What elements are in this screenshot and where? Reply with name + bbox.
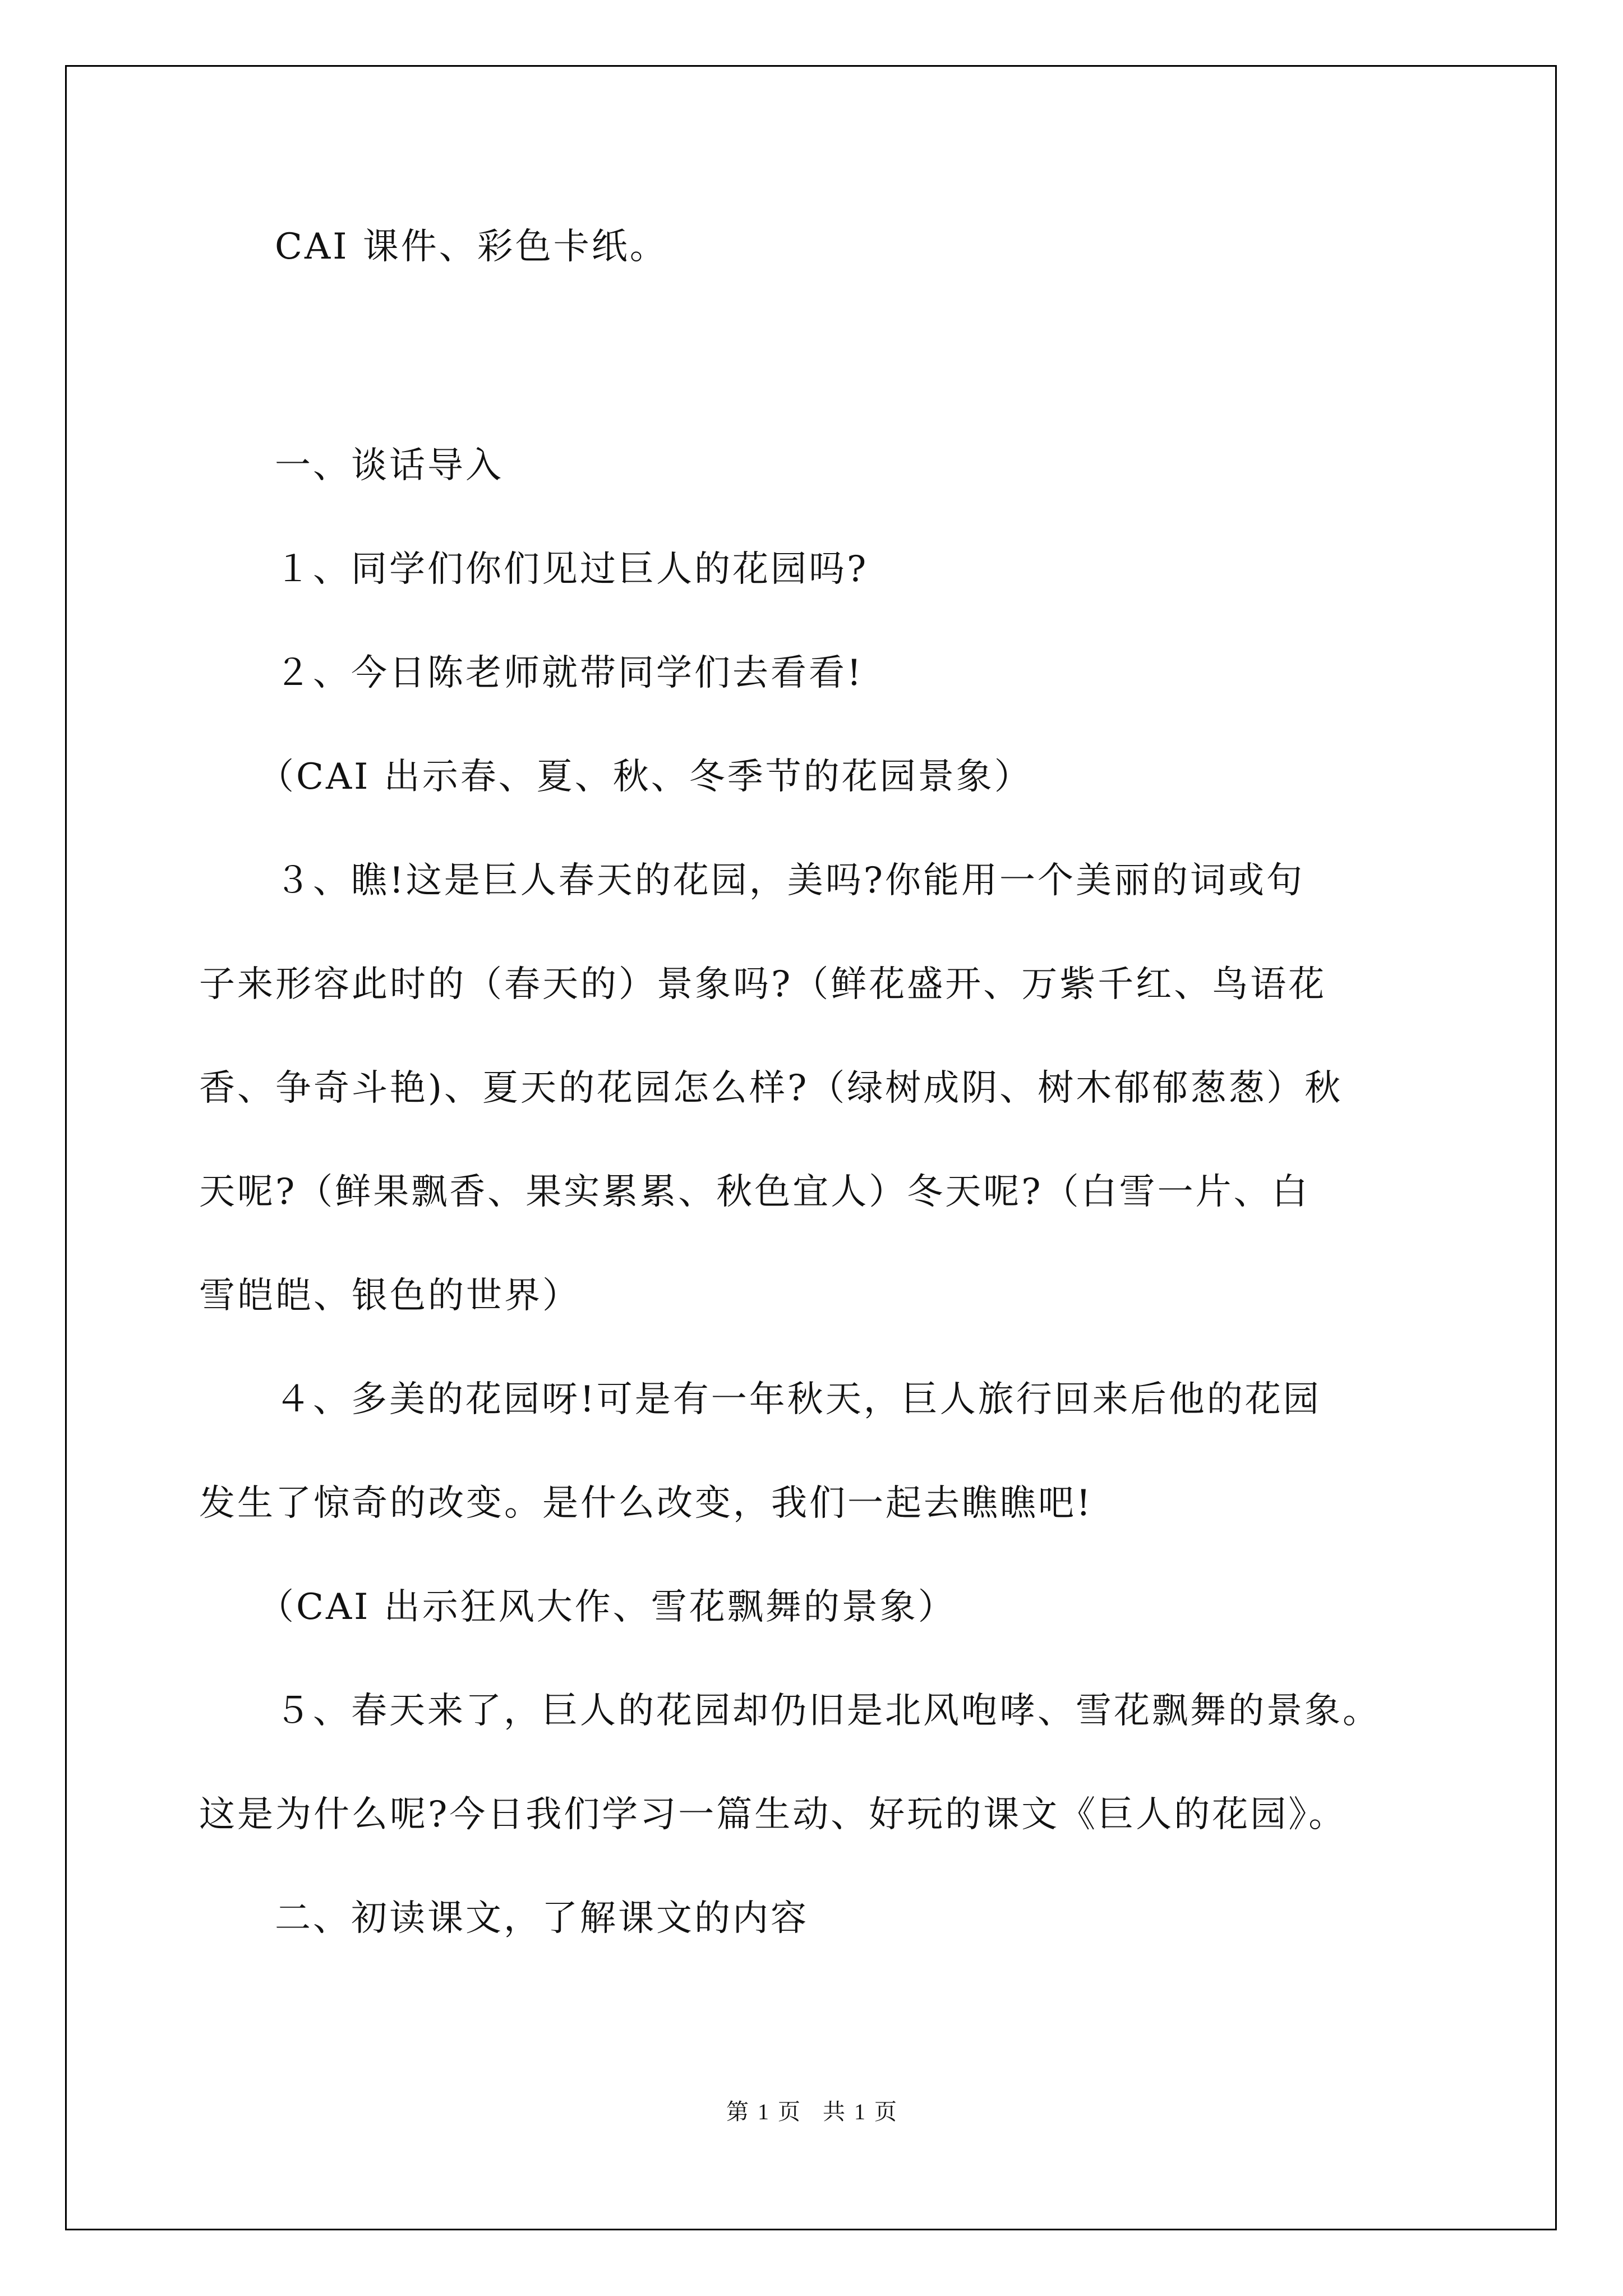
section-heading-2: 二、初读课文，了解课文的内容 bbox=[275, 1898, 809, 1939]
item-5-line-1: ５、春天来了，巨人的花园却仍旧是北风咆哮、雪花飘舞的景象。 bbox=[275, 1690, 1381, 1732]
item-3-line-5: 雪皑皑、银色的世界） bbox=[199, 1275, 580, 1317]
materials-line: CAI 课件、彩色卡纸。 bbox=[275, 226, 668, 268]
item-3-line-2: 子来形容此时的（春天的）景象吗?（鲜花盛开、万紫千红、鸟语花 bbox=[199, 964, 1327, 1005]
item-1: １、同学们你们见过巨人的花园吗? bbox=[275, 549, 869, 590]
cai-note-2: （CAI 出示狂风大作、雪花飘舞的景象） bbox=[258, 1586, 956, 1628]
section-heading-1: 一、谈话导入 bbox=[275, 445, 504, 486]
page-footer: 第 1 页 共 1 页 bbox=[726, 2099, 897, 2124]
item-4-line-1: ４、多美的花园呀!可是有一年秋天，巨人旅行回来后他的花园 bbox=[275, 1379, 1321, 1420]
item-2: ２、今日陈老师就带同学们去看看! bbox=[275, 652, 864, 694]
item-3-line-4: 天呢?（鲜果飘香、果实累累、秋色宜人）冬天呢?（白雪一片、白 bbox=[199, 1171, 1310, 1213]
cai-note-1: （CAI 出示春、夏、秋、冬季节的花园景象） bbox=[258, 756, 1032, 798]
item-3-line-3: 香、争奇斗艳)、夏天的花园怎么样?（绿树成阴、树木郁郁葱葱）秋 bbox=[199, 1068, 1343, 1109]
item-5-line-2: 这是为什么呢?今日我们学习一篇生动、好玩的课文《巨人的花园》。 bbox=[199, 1794, 1347, 1835]
item-4-line-2: 发生了惊奇的改变。是什么改变，我们一起去瞧瞧吧! bbox=[199, 1483, 1093, 1524]
item-3-line-1: ３、瞧!这是巨人春天的花园，美吗?你能用一个美丽的词或句 bbox=[275, 860, 1305, 901]
